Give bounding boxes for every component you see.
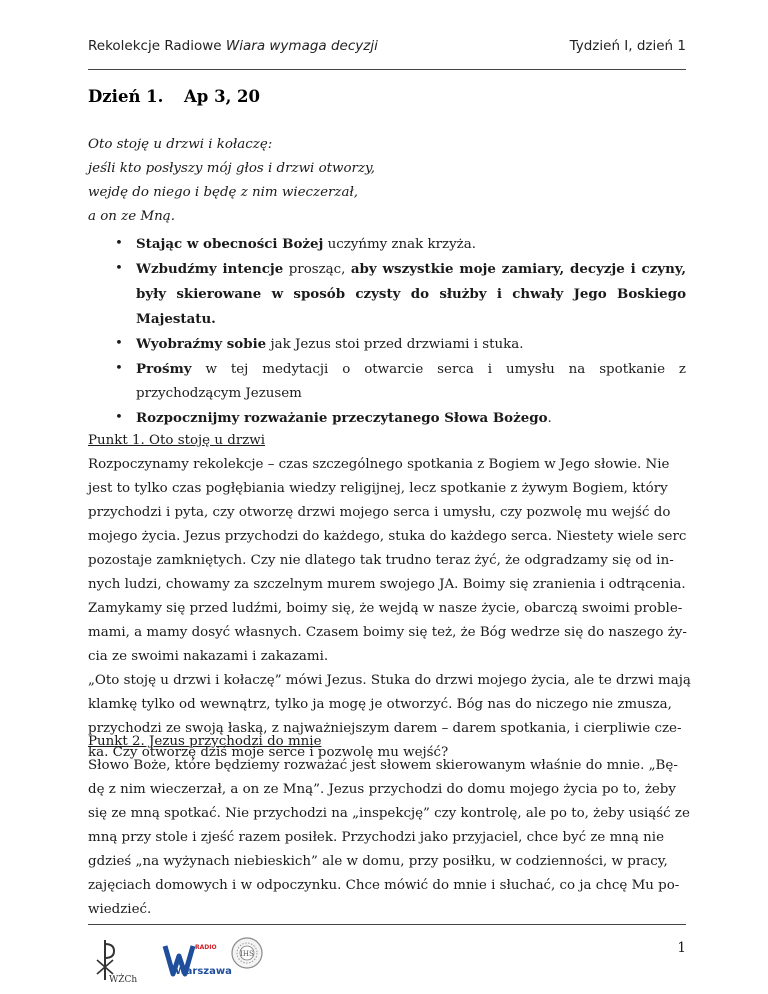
step-bold-text: Prośmy xyxy=(136,361,192,377)
scripture-verse xyxy=(88,133,375,229)
step-bold-text: aby wszystkie moje zamiary, decyzje i czyny, były skierowane w sposób czysty do służby i chwały Jego Boskiego Majestatu. xyxy=(136,261,686,327)
text-line: nych ludzi, chowamy za szczelnym murem swojego JA. Boimy się zranienia i odtrącenia. xyxy=(88,577,686,592)
point-1-section xyxy=(88,429,691,765)
wzch-logo-icon xyxy=(90,936,136,986)
step-text: . xyxy=(547,411,552,426)
day-label: Dzień 1. xyxy=(88,87,164,106)
bullet-icon: • xyxy=(115,410,123,425)
header-divider xyxy=(88,69,686,70)
step-bold-text: Rozpocznijmy rozważanie przeczytanego Słowa Bożego xyxy=(136,410,548,426)
text-line: Rozpoczynamy rekolekcje – czas szczególnego spotkania z Bogiem w Jego słowie. Nie xyxy=(88,457,670,472)
text-line: Zamykamy się przed ludźmi, boimy się, że wejdą w nasze życie, obarczą swoimi proble- xyxy=(88,601,683,616)
step-text: jak Jezus stoi przed drzwiami i stuka. xyxy=(266,337,524,352)
list-item xyxy=(88,232,686,257)
text-line: przychodzi ze swoją łaską, z najważniejszym darem – darem spotkania, i cierpliwie cze- xyxy=(88,721,682,736)
text-line: zajęciach domowych i w odpoczynku. Chce mówić do mnie i słuchać, co ja chcę Mu po- xyxy=(88,878,680,893)
text-line: mojego życia. Jezus przychodzi do każdego, stuka do każdego serca. Niestety wiele serc xyxy=(88,529,687,544)
text-line: „Oto stoję u drzwi i kołaczę” mówi Jezus. Stuka do drzwi mojego życia, ale te drzwi mają xyxy=(88,673,691,688)
point-1-text xyxy=(88,453,691,765)
bullet-icon: • xyxy=(115,261,123,276)
day-heading xyxy=(88,87,261,106)
text-line: wiedzieć. xyxy=(88,902,152,917)
text-line: gdzieś „na wyżynach niebieskich” ale w domu, przy posiłku, w codzienności, w pracy, xyxy=(88,854,668,869)
list-item xyxy=(88,257,686,332)
footer-divider xyxy=(88,924,686,925)
step-text: prosząc, xyxy=(283,262,351,277)
bullet-icon: • xyxy=(115,361,123,376)
text-line: pozostaje zamkniętych. Czy nie dlatego tak trudno teraz żyć, że odgradzamy się od in- xyxy=(88,553,674,568)
radio-logo-text: Warszawa xyxy=(175,966,232,977)
header-series-title xyxy=(88,38,378,54)
wzch-logo-text: WŻCh xyxy=(109,975,138,985)
step-bold-text: Wyobraźmy sobie xyxy=(136,336,267,352)
bullet-icon: • xyxy=(115,336,123,351)
list-item xyxy=(88,332,686,357)
verse-line: wejdę do niego i będę z nim wieczerzał, xyxy=(88,185,359,200)
list-item xyxy=(88,406,686,431)
verse-line: a on ze Mną. xyxy=(88,209,175,224)
text-line: mną przy stole i zjeść razem posiłek. Przychodzi jako przyjaciel, chce być ze mną nie xyxy=(88,830,664,845)
list-item xyxy=(88,357,686,406)
text-line: przychodzi i pyta, czy otworzę drzwi mojego serca i umysłu, czy pozwolę mu wejść do xyxy=(88,505,671,520)
text-line: ka. Czy otworzę dziś moje serce i pozwolę mu wejść? xyxy=(88,745,449,760)
point-2-text xyxy=(88,754,690,922)
point-2-section xyxy=(88,730,690,922)
header-title-plain: Rekolekcje Radiowe xyxy=(88,38,226,54)
header-title-italic: Wiara wymaga decyzji xyxy=(225,38,378,54)
text-line: się ze mną spotkać. Nie przychodzi na „inspekcję” czy kontrolę, ale po to, żeby usiąść ze xyxy=(88,806,690,821)
radio-logo-subtext: RADIO xyxy=(195,944,217,951)
step-bold-text: Stając w obecności Bożej xyxy=(136,236,324,252)
ihs-seal-icon xyxy=(230,936,264,970)
point-1-heading: Punkt 1. Oto stoję u drzwi xyxy=(88,433,266,448)
meditation-steps-list xyxy=(88,232,686,431)
verse-line: jeśli kto posłyszy mój głos i drzwi otworzy, xyxy=(88,161,376,176)
ihs-seal-text: IHS xyxy=(240,950,254,958)
scripture-reference: Ap 3, 20 xyxy=(184,87,261,106)
text-line: dę z nim wieczerzał, a on ze Mną”. Jezus przychodzi do domu mojego życia po to, żeby xyxy=(88,782,676,797)
text-line: jest to tylko czas pogłębiania wiedzy religijnej, lecz spotkanie z żywym Bogiem, który xyxy=(88,481,668,496)
header-week-day: Tydzień I, dzień 1 xyxy=(569,38,686,54)
text-line: Słowo Boże, które będziemy rozważać jest słowem skierowanym właśnie do mnie. „Bę- xyxy=(88,758,678,773)
step-text: w tej medytacji o otwarcie serca i umysłu na spotkanie z przychodzącym Jezusem xyxy=(136,362,686,401)
point-2-heading: Punkt 2. Jezus przychodzi do mnie xyxy=(88,734,322,749)
bullet-icon: • xyxy=(115,236,123,251)
text-line: cia ze swoimi nakazami i zakazami. xyxy=(88,649,329,664)
text-line: mami, a mamy dosyć własnych. Czasem boimy się też, że Bóg wedrze się do naszego ży- xyxy=(88,625,687,640)
page-number: 1 xyxy=(677,940,686,956)
step-bold-text: Wzbudźmy intencje xyxy=(136,261,284,277)
verse-line: Oto stoję u drzwi i kołaczę: xyxy=(88,137,273,152)
step-text: uczyńmy znak krzyża. xyxy=(323,237,476,252)
text-line: klamkę tylko od wewnątrz, tylko ja mogę je otworzyć. Bóg nas do niczego nie zmusza, xyxy=(88,697,672,712)
radio-warszawa-logo-icon xyxy=(161,934,232,982)
